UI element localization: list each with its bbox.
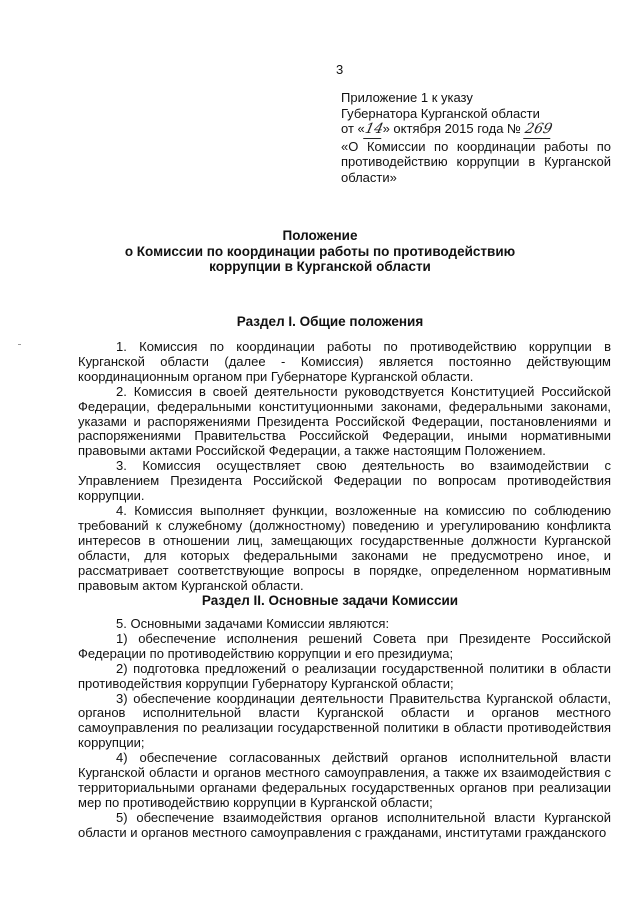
date-prefix: от « [341, 121, 365, 136]
date-year: 2015 года № [444, 121, 521, 136]
paragraph: 5. Основными задачами Комиссии являются: [116, 616, 390, 631]
section-1-heading: Раздел I. Общие положения [236, 314, 424, 329]
paragraph: 4) обеспечение согласованных действий органов исполнительной власти Курганской области и органов местного самоуправления, а также их взаимодействия с территориальными органами федеральных государственных органов при реализации мер по противодействию коррупции в Курганской области; [78, 750, 611, 810]
paragraph: 1) обеспечение исполнения решений Совета при Президенте Российской Федерации по противодействию коррупции и его президиума; [78, 630, 611, 661]
paragraph: 3. Комиссия осуществляет свою деятельность во взаимодействии с Управлением Президента Российской Федерации по вопросам противодействия коррупции. [78, 458, 611, 504]
paragraph: 5) обеспечение взаимодействия органов исполнительной власти Курганской области и органов местного самоуправления с гражданами, институтами гражданского [78, 809, 611, 840]
section-2-heading: Раздел II. Основные задачи Комиссии [201, 593, 459, 608]
handwritten-day: 14 [363, 121, 385, 137]
margin-mark [18, 344, 21, 345]
paragraph: 2. Комиссия в своей деятельности руководствуется Конституцией Российской Федерации, федеральными конституционными законами, федеральными законами, указами и распоряжениями Президента Российской Федерации, постановлениями и распоряжениями Правительства Российской Федерации, иными нормативными правовыми актами Российской Федерации, а также настоящим Положением. [78, 383, 611, 459]
title-line-3: коррупции в Курганской области [209, 259, 431, 274]
appendix-reference: «О Комиссии по координации работы по противодействию коррупции в Курганской области» [341, 138, 611, 185]
date-month: » октября [382, 121, 442, 136]
appendix-date-line [341, 121, 611, 139]
document-title [0, 228, 640, 275]
title-line-2: о Комиссии по координации работы по противодействию [124, 243, 516, 259]
section-1-body [78, 340, 611, 593]
paragraph: 1. Комиссия по координации работы по противодействию коррупции в Курганской области (далее - Комиссия) является постоянно действующим координационным органом при Губернаторе Курганской области. [78, 339, 611, 384]
paragraph: 4. Комиссия выполняет функции, возложенные на комиссию по соблюдению требований к служебному (должностному) поведению и урегулированию конфликта интересов в отношении лиц, замещающих государственные должности Курганской области, для которых федеральными законами не предусмотрено иное, и рассматривает соответствующие вопросы в порядке, определенном нормативным правовым актом Курганской области. [78, 502, 611, 593]
page-number: 3 [336, 62, 344, 77]
appendix-line-2: Губернатора Курганской области [341, 105, 540, 121]
title-line-1: Положение [282, 228, 358, 243]
appendix-line-1: Приложение 1 к указу [341, 90, 473, 105]
paragraph: 2) подготовка предложений о реализации государственной политики в области противодействия коррупции Губернатору Курганской области; [78, 660, 611, 691]
section-2-body [78, 617, 611, 841]
appendix-header [341, 90, 611, 185]
paragraph: 3) обеспечение координации деятельности Правительства Курганской области, органов исполнительной власти Курганской области и органов местного самоуправления по реализации государственной политики в области противодействия коррупции; [78, 690, 611, 751]
handwritten-doc-number: 269 [523, 121, 554, 137]
